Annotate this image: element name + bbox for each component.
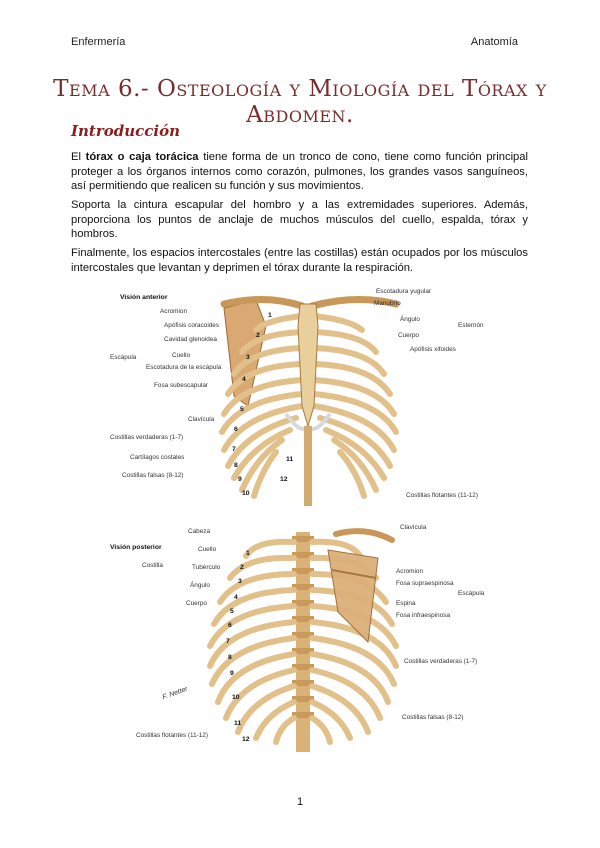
label-costillas-flotantes-post: Costillas flotantes (11-12) (136, 732, 208, 739)
page-number: 1 (296, 796, 304, 808)
rib-number-8: 8 (234, 462, 238, 469)
rib-number-4: 4 (242, 376, 246, 383)
rib-number-3: 3 (246, 354, 250, 361)
post-rib-number-6: 6 (228, 622, 232, 629)
group-escapula: Escápula (110, 354, 137, 361)
label-costillas-falsas: Costillas falsas (8-12) (122, 472, 184, 479)
anterior-view-title: Visión anterior (120, 294, 168, 301)
rib-number-6: 6 (234, 426, 238, 433)
p1-bold-term: tórax o caja torácica (85, 151, 199, 163)
post-rib-number-2: 2 (240, 564, 244, 571)
group-escapula-post: Escápula (458, 590, 485, 597)
rib-number-9: 9 (238, 476, 242, 483)
label-tuberculo: Tubérculo (192, 564, 221, 571)
paragraph-3: Finalmente, los espacios intercostales (entre las costillas) están ocupados por los músculos intercostales que levantan y deprimen el tórax durante la respiración. (71, 247, 528, 274)
label-cuello-post: Cuello (198, 546, 217, 553)
netter-signature: F. Netter (161, 685, 189, 702)
label-manubrio: Manubrio (374, 300, 401, 307)
thorax-anterior-figure (106, 286, 498, 514)
p1-post: tiene forma de un tronco de cono, tiene como función principal proteger a los órganos internos como corazón, pulmones, los grandes vasos sanguíneos, así permitiendo que realicen su función y sus movimientos. (71, 151, 528, 193)
label-angulo-post: Ángulo (190, 582, 210, 589)
label-cuello: Cuello (172, 352, 191, 359)
label-cuerpo: Cuerpo (398, 332, 419, 339)
label-fosa-infraespinosa: Fosa infraespinosa (396, 612, 450, 619)
label-cavidad-glenoidea: Cavidad glenoidea (164, 336, 217, 343)
label-costillas-verdaderas-post: Costillas verdaderas (1-7) (404, 658, 478, 665)
post-rib-number-10: 10 (232, 694, 240, 701)
label-fosa-supraespinosa: Fosa supraespinosa (396, 580, 454, 587)
page-title: Tema 6.- Osteología y Miología del Tórax y Abdomen. (53, 76, 547, 128)
post-rib-number-12: 12 (242, 736, 250, 743)
label-costillas-falsas-post: Costillas falsas (8-12) (402, 714, 464, 721)
post-rib-number-1: 1 (246, 550, 250, 557)
rib-number-10: 10 (242, 490, 250, 497)
label-clavicula: Clavícula (188, 416, 215, 423)
post-rib-number-5: 5 (230, 608, 234, 615)
label-cabeza: Cabeza (188, 528, 211, 535)
label-coracoides: Apófisis coracoides (164, 322, 220, 329)
label-acromion: Acromion (160, 308, 187, 315)
rib-number-2: 2 (256, 332, 260, 339)
p1-pre: El (71, 151, 86, 163)
post-rib-number-3: 3 (238, 578, 242, 585)
section-heading: Introducción (71, 122, 181, 140)
post-rib-number-11: 11 (234, 720, 242, 727)
label-costillas-verdaderas: Costillas verdaderas (1-7) (110, 434, 184, 441)
label-costillas-flotantes: Costillas flotantes (11-12) (406, 492, 478, 499)
post-rib-number-8: 8 (228, 654, 232, 661)
label-espina: Espina (396, 600, 416, 607)
group-esternon: Esternón (458, 322, 484, 329)
label-cuerpo-post: Cuerpo (186, 600, 207, 607)
label-angulo: Ángulo (400, 316, 420, 323)
rib-number-5: 5 (240, 406, 244, 413)
paragraph-2: Soporta la cintura escapular del hombro y a las extremidades superiores. Además, proporciona los puntos de anclaje de muchos músculos del cuello, espalda, tórax y hombros. (71, 199, 528, 241)
header-left: Enfermería (71, 36, 126, 48)
thorax-posterior-figure (106, 522, 498, 754)
label-escotadura-yugular: Escotadura yugular (376, 288, 432, 295)
paragraph-1 (71, 150, 528, 194)
label-clavicula-post: Clavícula (400, 524, 427, 531)
group-costilla: Costilla (142, 562, 163, 569)
label-xifoides: Apófisis xifoides (410, 346, 456, 353)
label-escotadura: Escotadura de la escápula (146, 364, 222, 371)
post-rib-number-9: 9 (230, 670, 234, 677)
post-rib-number-4: 4 (234, 594, 238, 601)
label-fosa-subescapular: Fosa subescapular (154, 382, 208, 389)
rib-number-11: 11 (286, 456, 294, 463)
rib-number-1: 1 (268, 312, 272, 319)
label-acromion-post: Acromion (396, 568, 423, 575)
label-cartilagos: Cartílagos costales (130, 454, 185, 461)
rib-number-7: 7 (232, 446, 236, 453)
rib-number-12: 12 (280, 476, 288, 483)
posterior-view-title: Visión posterior (110, 544, 162, 551)
thorax-anterior-illustration (106, 286, 498, 514)
header-right: Anatomía (470, 36, 518, 48)
post-rib-number-7: 7 (226, 638, 230, 645)
